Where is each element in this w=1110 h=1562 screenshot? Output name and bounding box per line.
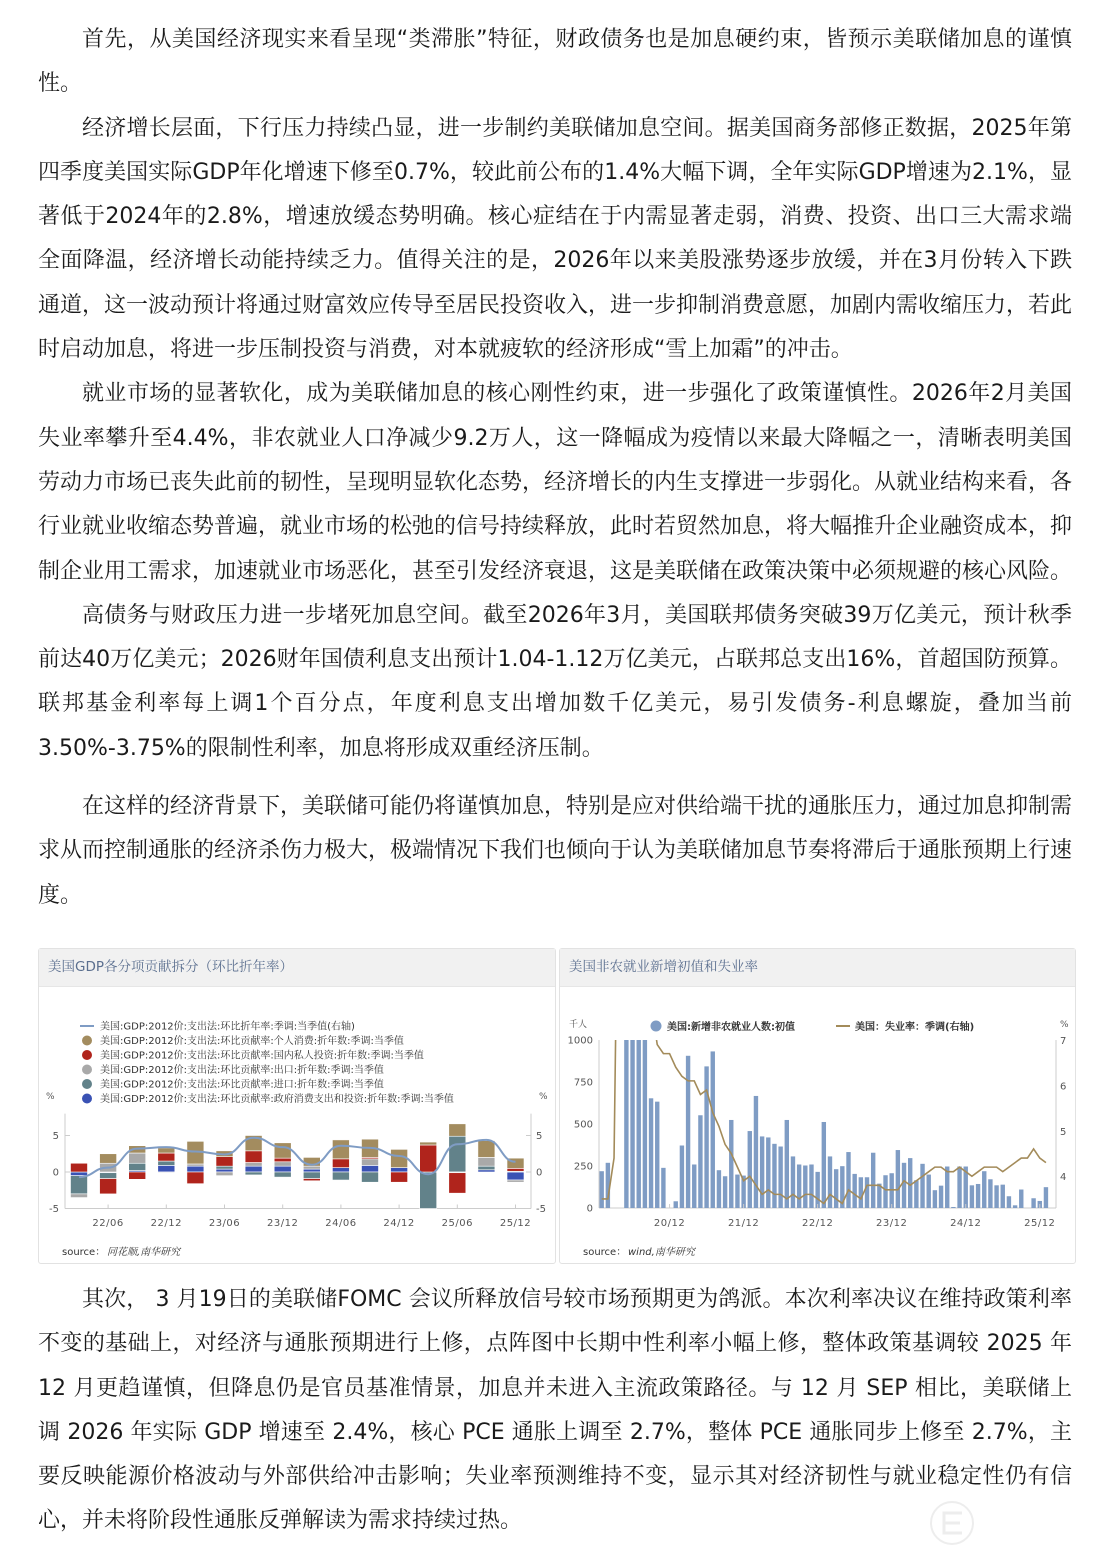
payroll-bar [828,1156,832,1208]
paragraph: 在这样的经济背景下，美联储可能仍将谨慎加息，特别是应对供给端干扰的通胀压力，通过加息抑制需求从而控制通胀的经济杀伤力极大，极端情况下我们也倾向于认为美联储加息节奏将滞后于通胀预期上行速度。 [38,794,1073,908]
bar-segment [187,1164,204,1166]
payroll-bar [692,1164,696,1208]
payroll-bar [643,1040,647,1208]
paragraph: 经济增长层面，下行压力持续凸显，进一步制约美联储加息空间。据美国商务部修正数据，2025年第四季度美国实际GDP年化增速下修至0.7%，较此前公布的1.4%大幅下调，全年实际GDP增速为2.1%，显著低于2024年的2.8%，增速放缓态势明确。核心症结在于内需显著走弱，消费、投资、出口三大需求端全面降温，经济增长动能持续乏力。值得关注的是，2026年以来美股涨势逐步放缓，并在3月份转入下跌通道，这一波动预计将通过财富效应传导至居民投资收入，进一步抑制消费意愿，加剧内需收缩压力，若此时启动加息，将进一步压制投资与消费，对本就疲软的经济形成“雪上加霜”的冲击。 [38,115,1073,363]
bar-segment [332,1159,349,1168]
gdp-contribution-chart [38,948,556,1264]
y-tick-label-right: 0 [536,1167,543,1179]
payroll-bar [711,1051,715,1208]
payroll-bar [1044,1187,1048,1208]
payroll-bar [748,1131,752,1208]
y-tick-label-right: 6 [1060,1081,1067,1093]
y-tick-label: 250 [573,1161,593,1173]
bar-segment [391,1149,408,1167]
payroll-bar [834,1169,838,1208]
bar-segment [158,1172,175,1173]
y-tick-label: 500 [573,1119,593,1131]
bar-segment [362,1172,379,1182]
payroll-bar [1031,1198,1035,1208]
bar-segment [158,1165,175,1172]
payroll-bar [797,1164,801,1208]
source-text: 同花顺,南华研究 [107,1247,181,1258]
payroll-bar [902,1163,906,1208]
payroll-bar [945,1167,949,1208]
payroll-bar [815,1172,819,1208]
payroll-bar [754,1096,758,1208]
x-tick-label: 25/12 [499,1218,532,1229]
y-tick-label-right: 7 [1060,1036,1067,1047]
bar-segment [158,1161,175,1165]
bar-segment [449,1136,466,1172]
paragraph: 就业市场的显著软化，成为美联储加息的核心刚性约束，进一步强化了政策谨慎性。2026年2月美国失业率攀升至4.4%，非农就业人口净减少9.2万人，这一降幅成为疫情以来最大降幅之一，清晰表明美国劳动力市场已丧失此前的韧性，呈现明显软化态势，经济增长的内生支撑进一步弱化。从就业结构来看，各行业就业收缩态势普遍，就业市场的松弛的信号持续释放，此时若贸然加息，将大幅推升企业融资成本，抑制企业用工需求，加速就业市场恶化，甚至引发经济衰退，这是美联储在政策决策中必须规避的核心风险。 [38,381,1073,584]
payroll-bar [914,1180,918,1208]
bar-segment [100,1154,117,1163]
payroll-bar [988,1179,992,1208]
payroll-bar [822,1122,826,1208]
payroll-bar [927,1175,931,1208]
payroll-bar [859,1177,863,1208]
bar-segment [303,1179,320,1181]
payroll-bar [704,1066,708,1208]
nonfarm-payroll-chart [559,948,1076,1264]
bar-segment [129,1153,146,1163]
payroll-bar [729,1120,733,1208]
payroll-bar [951,1207,955,1208]
y-tick-label: 750 [573,1077,593,1089]
x-tick-label: 24/12 [950,1218,982,1229]
y-tick-label-right: 5 [1060,1126,1067,1138]
payroll-bar [624,1040,628,1208]
paragraph: 高债务与财政压力进一步堵死加息空间。截至2026年3月，美国联邦债务突破39万亿美元，预计秋季前达40万亿美元；2026财年国债利息支出预计1.04-1.12万亿美元，占联邦总支出16%，首超国防预算。联邦基金利率每上调1个百分点，年度利息支出增加数千亿美元，易引发债务-利息螺旋，叠加当前3.50%-3.75%的限制性利率，加息将形成双重经济压制。 [38,602,1072,761]
y-tick-label: 0 [52,1167,59,1179]
bar-segment [274,1143,291,1158]
bar-segment [420,1172,437,1209]
legend-dot-swatch [82,1050,92,1060]
legend-dot-swatch [651,1021,662,1032]
bar-segment [478,1141,495,1158]
payroll-bar [865,1177,869,1208]
payroll-bar [686,1056,690,1208]
bar-segment [216,1172,233,1176]
legend-label: 美国：失业率：季调(右轴) [855,1022,975,1033]
bar-segment [71,1172,88,1176]
source-label: source： [583,1247,627,1258]
bar-segment [332,1168,349,1172]
y-tick-label: 0 [586,1203,593,1215]
bar-segment [332,1140,349,1159]
payroll-bar [846,1152,850,1208]
bar-segment [507,1168,524,1171]
payroll-bar [772,1144,776,1208]
watermark-logo [928,1497,1098,1553]
source-text: wind,南华研究 [628,1247,695,1258]
legend-label: 美国:GDP:2012价:支出法:环比贡献率:出口:折年数:季调:当季值 [100,1065,384,1076]
bar-segment [216,1157,233,1166]
bar-segment [71,1163,88,1172]
payroll-bar [852,1174,856,1208]
x-tick-label: 23/12 [267,1218,299,1229]
nfp-chart-svg [560,949,1077,1265]
legend-dot-swatch [82,1036,92,1046]
payroll-bar [1013,1205,1017,1208]
bar-segment [420,1142,437,1145]
x-tick-label: 25/12 [1024,1218,1056,1229]
payroll-bar [1019,1190,1023,1208]
x-tick-label: 22/12 [801,1218,834,1229]
bar-segment [478,1157,495,1166]
payroll-bar [908,1158,912,1208]
payroll-bar [1001,1185,1005,1208]
bar-segment [245,1151,262,1163]
source-label: source： [62,1247,106,1258]
bar-segment [187,1166,204,1172]
bar-segment [129,1163,146,1170]
chart-title: 美国GDP各分项贡献拆分（环比折年率） [39,949,555,987]
payroll-bar [785,1120,789,1208]
bar-segment [245,1172,262,1175]
x-tick-label: 21/12 [727,1218,760,1229]
y-tick-label-right: -5 [536,1204,546,1215]
legend-label: 美国:GDP:2012价:支出法:环比贡献率:个人消费:折年数:季调:当季值 [100,1036,404,1047]
payroll-bar [976,1184,980,1208]
y-tick-label: 5 [52,1131,59,1142]
legend-label: 美国:GDP:2012价:支出法:环比贡献率:进口:折年数:季调:当季值 [100,1079,384,1091]
x-tick-label: 22/12 [150,1218,182,1229]
bar-segment [245,1163,262,1167]
payroll-bar [766,1137,770,1208]
payroll-bar [809,1164,813,1208]
y-axis-unit: % [46,1092,55,1102]
bar-segment [332,1172,349,1180]
bar-segment [362,1165,379,1172]
payroll-bar [791,1156,795,1208]
x-tick-label: 22/06 [92,1218,124,1229]
bar-segment [478,1170,495,1172]
bar-segment [71,1176,88,1194]
payroll-bar [778,1147,782,1208]
payroll-bar [939,1186,943,1208]
bar-segment [449,1124,466,1136]
payroll-bar [1007,1196,1011,1208]
payroll-bar [896,1150,900,1208]
payroll-bar [649,1098,653,1208]
payroll-bar [674,1201,678,1208]
bar-segment [449,1173,466,1193]
payroll-bar [957,1167,961,1208]
bar-segment [71,1194,88,1198]
legend-dot-swatch [82,1079,92,1089]
bar-segment [303,1166,320,1169]
bar-segment [158,1148,175,1153]
y-tick-label-right: 4 [1060,1172,1067,1184]
payroll-bar [680,1146,684,1208]
payroll-bar [803,1165,807,1208]
payroll-bar [883,1175,887,1208]
y-axis-unit-right: % [1060,1020,1069,1030]
legend-label: 美国:新增非农就业人数:初值 [667,1022,795,1033]
payroll-bar [717,1170,721,1208]
payroll-bar [933,1190,937,1208]
bar-segment [391,1168,408,1172]
legend-dot-swatch [82,1094,92,1104]
payroll-bar [637,1040,641,1208]
bar-segment [274,1162,291,1166]
y-tick-label: 1000 [567,1035,593,1047]
x-tick-label: 24/06 [325,1218,357,1229]
paragraph: 其次， 3 月19日的美联储FOMC 会议所释放信号较市场预期更为鸽派。本次利率决议在维持政策利率不变的基础上，对经济与通胀预期进行上修，点阵图中长期中性利率小幅上修，整体政策基调较 2025 年 12 月更趋谨慎，但降息仍是官员基准情景，加息并未进入主流政策路径。与 12 月 SEP 相比，美联储上调 2026 年实际 GDP 增速至 2.4%，核心 PCE 通胀上调至 2.7%，整体 PCE 通胀同步上修至 2.7%，主要反映能源价格波动与外部供给冲击影响；失业率预测维持不变，显示其对经济韧性与就业稳定性仍有信心，并未将阶段性通胀反弹解读为需求持续过热。 [38,1287,1072,1534]
payroll-bar [735,1175,739,1208]
y-axis-unit: 千人 [569,1020,588,1030]
bar-segment [478,1166,495,1170]
x-tick-label: 23/12 [876,1218,908,1229]
x-tick-label: 23/06 [208,1218,241,1229]
payroll-bar [982,1171,986,1208]
bar-segment [129,1172,146,1179]
legend-label: 美国:GDP:2012价:支出法:环比折年率:季调:当季值(右轴) [100,1021,355,1033]
payroll-bar [871,1153,875,1208]
y-axis-unit-right: % [539,1092,548,1102]
bar-segment [245,1166,262,1172]
chart-title: 美国非农就业新增初值和失业率 [560,949,1075,987]
y-tick-label: -5 [49,1204,59,1215]
bar-segment [274,1158,291,1162]
bar-segment [303,1172,320,1179]
legend-label: 美国:GDP:2012价:支出法:环比贡献率:政府消费支出和投资:折年数:季调:当季值 [100,1094,454,1105]
payroll-bar [655,1102,659,1208]
legend-dot-swatch [82,1065,92,1075]
payroll-bar [600,1171,604,1208]
bar-segment [420,1145,437,1172]
paragraph: 首先，从美国经济现实来看呈现“类滞胀”特征，财政债务也是加息硬约束，皆预示美联储加息的谨慎性。 [38,27,1072,97]
bar-segment [100,1173,117,1179]
bar-segment [274,1172,291,1177]
article-body-top [38,18,1072,918]
bar-segment [187,1172,204,1184]
bar-segment [303,1169,320,1172]
bar-segment [507,1172,524,1180]
payroll-bar [698,1115,702,1208]
bar-segment [216,1169,233,1172]
payroll-bar [760,1136,764,1208]
x-tick-label: 20/12 [653,1218,686,1229]
bar-segment [158,1153,175,1161]
payroll-bar [630,1040,634,1208]
bar-segment [362,1159,379,1166]
gdp-chart-svg [39,949,557,1265]
bar-segment [216,1166,233,1169]
payroll-bar [970,1185,974,1208]
payroll-bar [994,1185,998,1208]
legend-label: 美国:GDP:2012价:支出法:环比贡献率:国内私人投资:折年数:季调:当季值 [100,1050,424,1062]
payroll-bar [723,1176,727,1208]
y-tick-label-right: 5 [536,1131,543,1142]
payroll-bar [920,1164,924,1208]
bar-segment [100,1179,117,1194]
bar-segment [507,1180,524,1182]
bar-segment [274,1166,291,1172]
bar-segment [391,1172,408,1182]
payroll-bar [661,1168,665,1208]
article-body-bottom [38,1278,1072,1544]
x-tick-label: 25/06 [441,1218,473,1229]
x-tick-label: 24/12 [383,1218,415,1229]
